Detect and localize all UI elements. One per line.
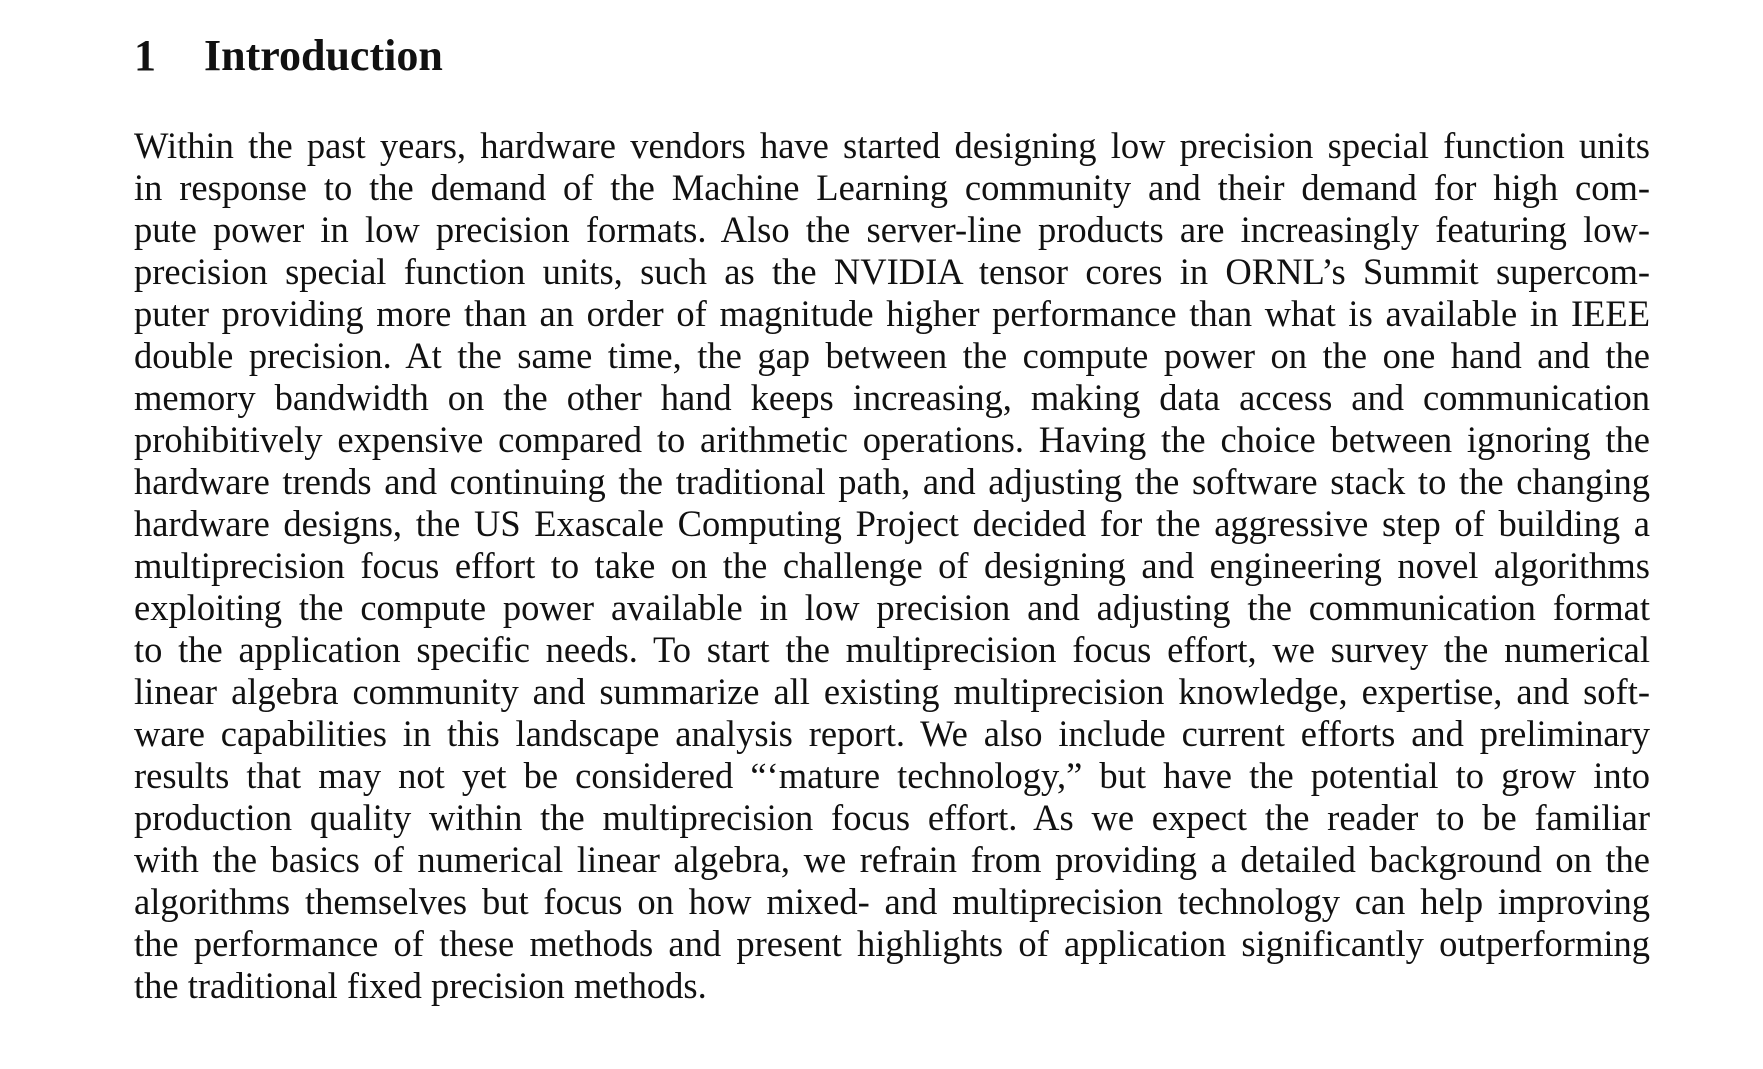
paragraph-line: hardware designs, the US Exascale Computing Project decided for the aggressive step of building a <box>134 503 1650 544</box>
introduction-paragraph <box>134 125 1650 1007</box>
paragraph-line: the performance of these methods and present highlights of application significantly outperforming <box>134 923 1650 964</box>
paragraph-line: hardware trends and continuing the traditional path, and adjusting the software stack to the changing <box>134 461 1650 502</box>
paragraph-line: exploiting the compute power available in low precision and adjusting the communication format <box>134 587 1650 628</box>
paragraph-line: precision special function units, such as the NVIDIA tensor cores in ORNL’s Summit supercom- <box>134 251 1650 292</box>
paragraph-line: in response to the demand of the Machine Learning community and their demand for high com- <box>134 167 1650 208</box>
paragraph-line: algorithms themselves but focus on how mixed- and multiprecision technology can help improving <box>134 881 1650 922</box>
paragraph-line: Within the past years, hardware vendors have started designing low precision special function units <box>134 125 1650 166</box>
paragraph-line: ware capabilities in this landscape analysis report. We also include current efforts and preliminary <box>134 713 1650 754</box>
paragraph-line: prohibitively expensive compared to arithmetic operations. Having the choice between ignoring the <box>134 419 1650 460</box>
paragraph-line: double precision. At the same time, the gap between the compute power on the one hand and the <box>134 335 1650 376</box>
paragraph-line: linear algebra community and summarize all existing multiprecision knowledge, expertise, and soft- <box>134 671 1650 712</box>
paragraph-line: to the application specific needs. To start the multiprecision focus effort, we survey the numerical <box>134 629 1650 670</box>
paragraph-line: production quality within the multiprecision focus effort. As we expect the reader to be familiar <box>134 797 1650 838</box>
paragraph-line: with the basics of numerical linear algebra, we refrain from providing a detailed background on the <box>134 839 1650 880</box>
paragraph-line: results that may not yet be considered “‘mature technology,” but have the potential to grow into <box>134 755 1650 796</box>
paragraph-line: the traditional fixed precision methods. <box>134 965 707 1006</box>
paragraph-line: puter providing more than an order of magnitude higher performance than what is available in IEEE <box>134 293 1650 334</box>
paragraph-line: memory bandwidth on the other hand keeps increasing, making data access and communication <box>134 377 1650 418</box>
section-title: Introduction <box>204 31 443 80</box>
section-number: 1 <box>134 31 156 80</box>
section-heading <box>134 30 443 82</box>
paragraph-line: multiprecision focus effort to take on the challenge of designing and engineering novel algorithms <box>134 545 1650 586</box>
paragraph-line: pute power in low precision formats. Also the server-line products are increasingly featuring low- <box>134 209 1650 250</box>
